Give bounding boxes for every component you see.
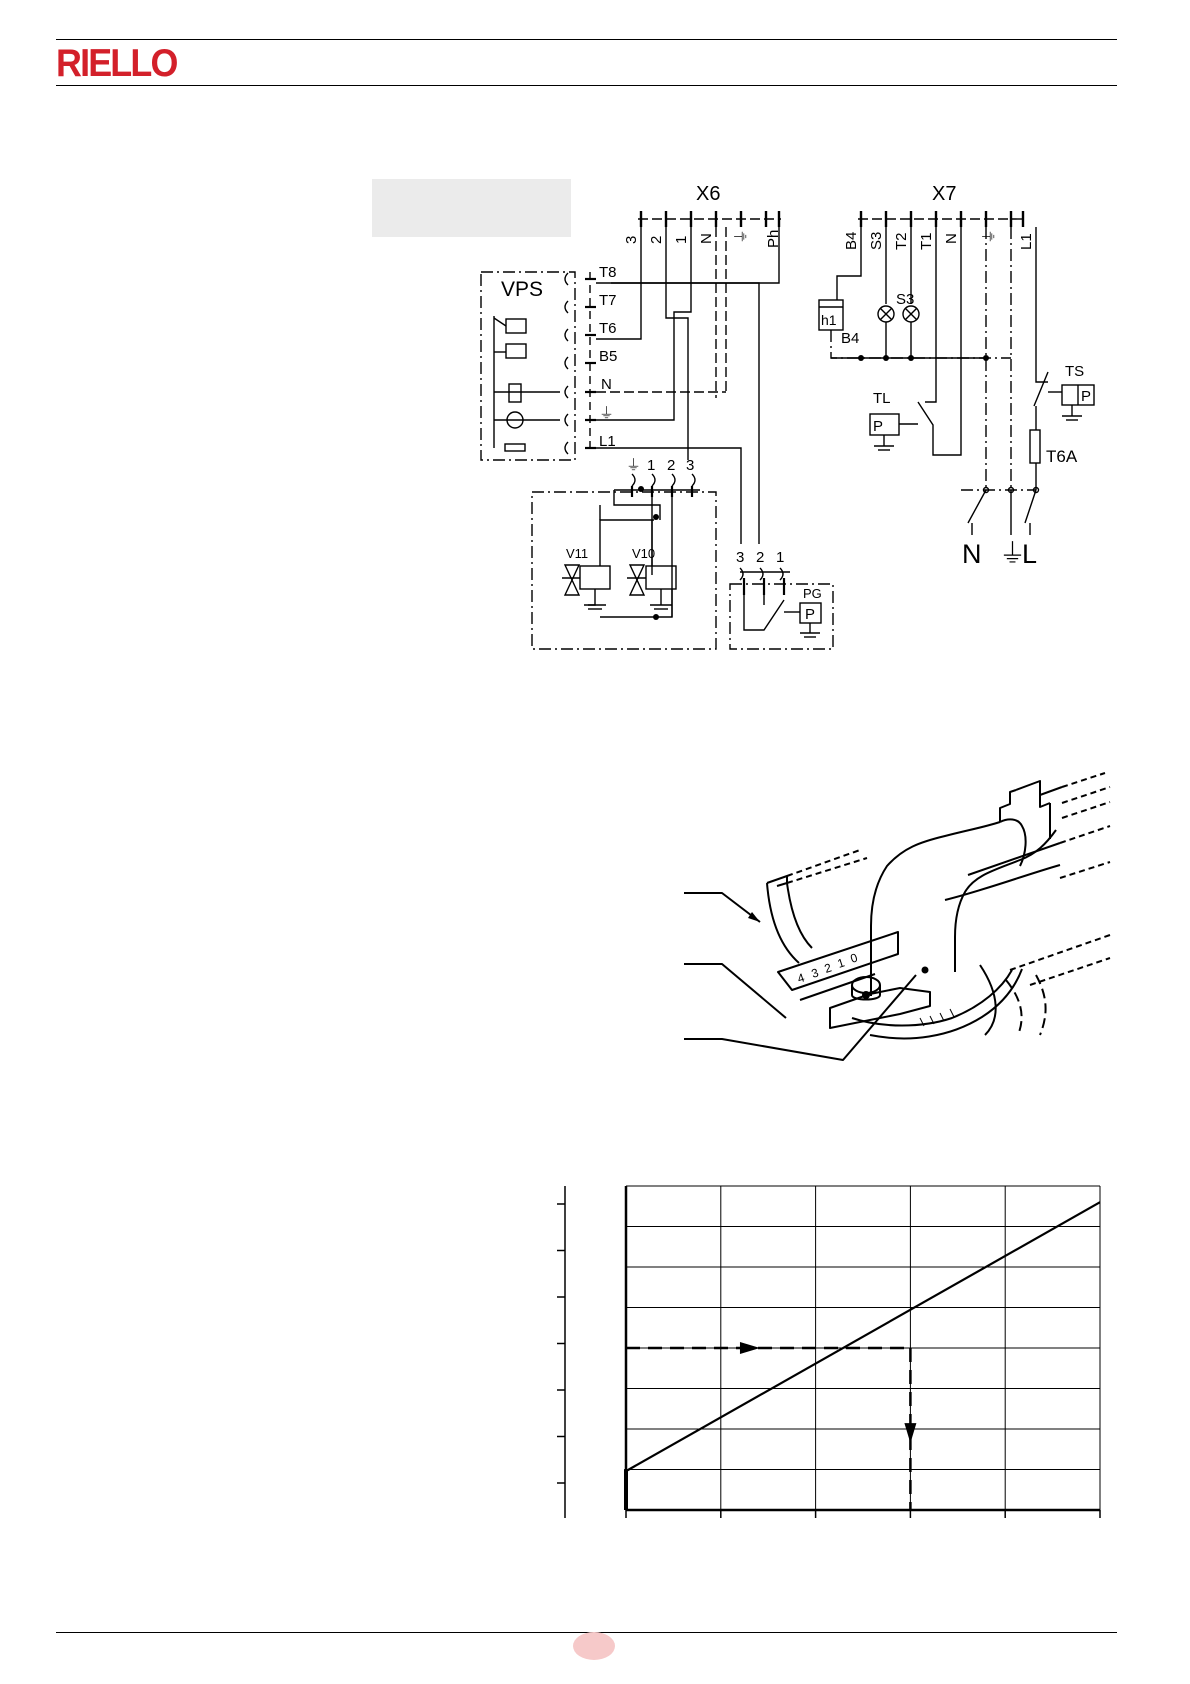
ts-label: TS: [1065, 363, 1085, 380]
scale-mark-0: 0: [848, 950, 860, 966]
x7-pin-t2: T2: [893, 232, 910, 250]
chart-series: [626, 1202, 1100, 1510]
pg-label: PG: [803, 586, 822, 601]
x6-pin-n: N: [698, 233, 715, 244]
x7-pin-n: N: [943, 233, 960, 244]
h1-label: h1: [821, 312, 837, 328]
riello-logo: RIELLO: [56, 42, 177, 85]
x6-label: X6: [696, 183, 721, 205]
scale-mark-3: 3: [809, 965, 821, 981]
tl-box-label: P: [873, 418, 884, 435]
vps-label: VPS: [501, 278, 544, 301]
pg-pin-3: 3: [736, 549, 745, 566]
page-number-badge: [573, 1632, 615, 1660]
x6-pin-1: 1: [673, 235, 690, 244]
pg-pin-2: 2: [756, 549, 765, 566]
b4-label: B4: [841, 330, 860, 347]
vps-l1: L1: [599, 433, 616, 450]
supply-earth: ⏚: [999, 539, 1026, 569]
valve-pin-1: 1: [647, 457, 656, 474]
x7-pin-l1: L1: [1018, 233, 1035, 250]
x7-pin-earth: ⏚: [981, 228, 998, 244]
scale-mark-2: 2: [822, 960, 834, 976]
valve-v10-label: V10: [632, 546, 656, 561]
vps-earth: ⏚: [599, 405, 615, 422]
x6-pin-3: 3: [623, 235, 640, 244]
valve-v11-label: V11: [566, 546, 589, 561]
vps-t7: T7: [599, 292, 617, 309]
vps-b5: B5: [599, 348, 618, 365]
x6-pin-2: 2: [648, 235, 665, 244]
fuse-label: T6A: [1046, 447, 1078, 466]
valve-pin-earth: ⏚: [626, 457, 642, 474]
x7-label: X7: [932, 183, 957, 205]
x7-pin-t1: T1: [918, 232, 935, 250]
x6-pin-earth: ⏚: [733, 228, 750, 244]
x6-pin-ph: Ph: [765, 229, 782, 248]
guide-arrow-right: [740, 1342, 760, 1354]
guide-arrow-down: [904, 1423, 916, 1443]
vps-t6: T6: [599, 320, 617, 337]
valve-pin-3: 3: [686, 457, 695, 474]
vps-t8: T8: [599, 264, 617, 281]
supply-n: N: [962, 539, 982, 569]
scale-mark-1: 1: [835, 955, 847, 971]
pg-box-label: P: [805, 606, 816, 623]
s3-label: S3: [896, 291, 915, 308]
chart-axes: [557, 1186, 1100, 1518]
valve-pin-2: 2: [667, 457, 676, 474]
x7-pin-b4: B4: [843, 231, 860, 250]
x7-pin-s3: S3: [868, 231, 885, 250]
vps-n: N: [601, 376, 612, 393]
scale-mark-4: 4: [795, 970, 807, 986]
tl-label: TL: [873, 390, 891, 407]
chart-reading-guide: [626, 1342, 916, 1510]
supply-l: L: [1022, 539, 1038, 569]
ts-box-label: P: [1081, 388, 1092, 405]
pg-pin-1: 1: [776, 549, 785, 566]
series-line: [626, 1202, 1100, 1471]
